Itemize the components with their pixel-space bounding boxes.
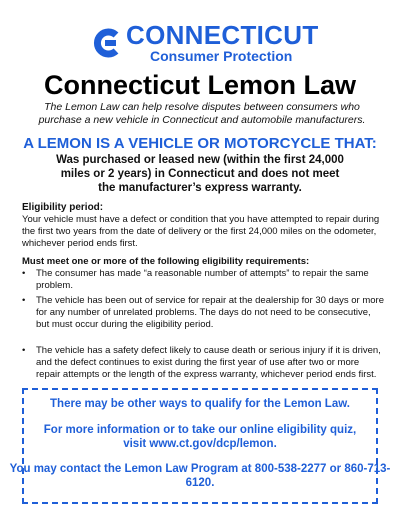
ct-consumer-protection-logo [92,22,319,63]
lemon-definition: Was purchased or leased new (within the first 24,000 miles or 2 years) in Connecticut and does not meet the manufacturer’s express warranty. [56,154,344,194]
lemon-heading: A LEMON IS A VEHICLE OR MOTORCYCLE THAT: [23,135,377,152]
criteria-item-text: The vehicle has a safety defect likely to cause death or serious injury if it is driven, and the defect continues to exist during the first year of use after two or more repair attempts or the length of the express warranty, whichever period ends first. [36,345,381,380]
brand-name: CONNECTICUT [126,20,319,50]
bullet-icon: • [22,295,26,306]
criteria-item [22,268,384,292]
intro-text: The Lemon Law can help resolve disputes between consumers who purchase a new vehicle in Connecticut and automobile manufacturers. [38,101,366,126]
criteria-item [22,295,384,331]
criteria-item-text: The consumer has made “a reasonable number of attempts” to repair the same problem. [36,268,369,291]
criteria-item [22,345,384,381]
eligibility-text: Your vehicle must have a defect or condition that you have attempted to repair during the first two years from the date of delivery or the first 24,000 miles on the odometer, whichever period ends first. [22,214,380,249]
bullet-icon: • [22,268,26,279]
callout-more-info-link[interactable]: For more information or to take our online eligibility quiz, visit www.ct.gov/dcp/lemon. [43,424,357,450]
page-title: Connecticut Lemon Law [43,70,357,100]
bullet-icon: • [22,345,26,356]
brand-subtitle: Consumer Protection [150,48,293,64]
eligibility-heading: Eligibility period: [22,202,104,213]
callout-other-ways: There may be other ways to qualify for the Lemon Law. [50,398,350,410]
ct-c-logo-icon [92,28,122,58]
criteria-heading: Must meet one or more of the following eligibility requirements: [22,256,310,267]
callout-contact: You may contact the Lemon Law Program at 800-538-2277 or 860-713-6120. [9,463,391,489]
criteria-item-text: The vehicle has been out of service for repair at the dealership for 30 days or more for any number of unrelated problems. The days do not need to be consecutive, but must occur during the eligibility period. [36,295,384,330]
